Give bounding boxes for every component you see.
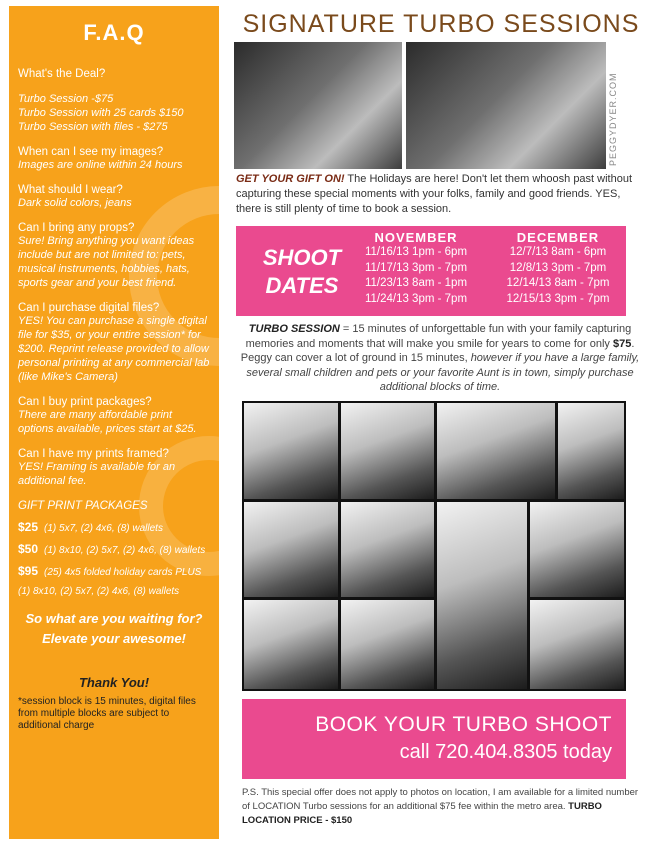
month-name: DECEMBER bbox=[516, 230, 600, 245]
turbo-session-description bbox=[240, 322, 640, 395]
booking-phone[interactable]: call 720.404.8305 today bbox=[399, 741, 612, 763]
thank-you: Thank You! bbox=[78, 675, 150, 690]
faq-answer: Images are online within 24 hours bbox=[18, 159, 183, 171]
package-extra: (1) 8x10, (2) 5x7, (2) 4x6, (8) wallets bbox=[18, 586, 180, 597]
booking-banner bbox=[242, 699, 626, 779]
collage-photo bbox=[558, 403, 624, 499]
turbo-text: = 15 minutes of unforgettable fun with your family capturing memories and moments that will make you smile for years to come for only bbox=[245, 323, 632, 350]
turbo-label: TURBO SESSION bbox=[248, 323, 340, 335]
faq-title: F.A.Q bbox=[83, 20, 145, 45]
photo-collage bbox=[242, 401, 626, 691]
package-item bbox=[18, 520, 210, 534]
faq-answer: Turbo Session with 25 cards $150 bbox=[18, 107, 184, 119]
collage-photo bbox=[530, 502, 624, 597]
shoot-date: 12/8/13 3pm - 7pm bbox=[509, 261, 607, 274]
faq-question: Can I buy print packages? bbox=[18, 396, 152, 408]
footnote: *session block is 15 minutes, digital files from multiple blocks are subject to additional charge bbox=[18, 696, 196, 731]
package-price: $50 bbox=[18, 542, 39, 556]
turbo-text: however if you have a large family, several small children and pets or your favorite Aunt is in town, simply purchase additional blocks of time. bbox=[246, 352, 640, 393]
month-november bbox=[356, 230, 476, 307]
package-price: $95 bbox=[18, 564, 39, 578]
shoot-date: 11/16/13 1pm - 6pm bbox=[364, 246, 468, 258]
intro-text bbox=[236, 172, 648, 217]
shoot-date: 11/17/13 3pm - 7pm bbox=[364, 261, 468, 274]
intro-bold: GET YOUR GIFT ON! bbox=[236, 173, 345, 185]
shoot-dates-title-line: DATES bbox=[265, 273, 339, 298]
hero-photo-family bbox=[406, 42, 606, 169]
package-desc: (1) 5x7, (2) 4x6, (8) wallets bbox=[44, 523, 163, 534]
ps-text: P.S. This special offer does not apply to photos on location, I am available for a limited number of LOCATION Turbo sessions for an additional $75 fee within the metro area. bbox=[242, 787, 639, 812]
shoot-date: 11/23/13 8am - 1pm bbox=[364, 277, 468, 289]
faq-question: Can I purchase digital files? bbox=[18, 302, 160, 314]
cta-tagline: Elevate your awesome! bbox=[42, 631, 186, 646]
faq-question: What's the Deal? bbox=[18, 68, 106, 80]
booking-title: BOOK YOUR TURBO SHOOT bbox=[315, 713, 612, 736]
collage-photo bbox=[530, 600, 624, 689]
collage-photo bbox=[341, 502, 434, 597]
faq-question: When can I see my images? bbox=[18, 146, 164, 158]
turbo-text: . Peggy can cover a lot of ground in 15 minutes, bbox=[240, 337, 635, 364]
shoot-dates-title-line: SHOOT bbox=[262, 245, 342, 270]
gift-packages-title: GIFT PRINT PACKAGES bbox=[18, 500, 148, 512]
faq-answer: Turbo Session -$75 bbox=[18, 93, 114, 105]
faq-question: What should I wear? bbox=[18, 184, 123, 196]
shoot-date: 12/14/13 8am - 7pm bbox=[506, 277, 610, 289]
collage-photo bbox=[244, 403, 338, 499]
month-december bbox=[498, 230, 618, 307]
faq-answer: Sure! Bring anything you want ideas include but are not limited to: pets, musical instruments, hobbies, hats, sports gear and your best friend. bbox=[18, 235, 195, 289]
cta-question: So what are you waiting for? bbox=[25, 611, 203, 626]
package-item bbox=[18, 542, 210, 556]
watermark: PEGGYDYER.COM bbox=[608, 72, 618, 166]
ps-note bbox=[242, 786, 642, 828]
package-desc: (25) 4x5 folded holiday cards PLUS bbox=[44, 567, 202, 578]
faq-answer: Turbo Session with files - $275 bbox=[18, 121, 168, 133]
shoot-date: 11/24/13 3pm - 7pm bbox=[364, 292, 468, 305]
faq-answer: YES! You can purchase a single digital file for $35, or your entire session* for $200. Reprint release provided to allow personal printing at any commercial lab (like Mike's Camera) bbox=[18, 315, 210, 383]
faq-answer: Dark solid colors, jeans bbox=[18, 197, 132, 209]
turbo-price: $75 bbox=[613, 337, 632, 350]
collage-photo bbox=[437, 502, 527, 689]
faq-sidebar bbox=[9, 6, 219, 839]
faq-answer: There are many affordable print options available, prices start at $25. bbox=[18, 409, 197, 435]
collage-photo bbox=[244, 600, 338, 689]
package-desc: (1) 8x10, (2) 5x7, (2) 4x6, (8) wallets bbox=[44, 545, 206, 556]
package-price: $25 bbox=[18, 520, 39, 534]
collage-photo bbox=[341, 403, 434, 499]
hero-photo-couple bbox=[234, 42, 402, 169]
collage-photo bbox=[341, 600, 434, 689]
shoot-date: 12/7/13 8am - 6pm bbox=[509, 246, 607, 258]
shoot-dates-title bbox=[250, 244, 354, 300]
location-price: TURBO LOCATION PRICE - $150 bbox=[242, 801, 602, 826]
month-name: NOVEMBER bbox=[374, 230, 458, 245]
collage-photo bbox=[244, 502, 338, 597]
faq-question: Can I bring any props? bbox=[18, 222, 135, 234]
faq-question: Can I have my prints framed? bbox=[18, 448, 169, 460]
collage-photo bbox=[437, 403, 555, 499]
package-item bbox=[18, 564, 210, 578]
shoot-dates-box bbox=[236, 226, 626, 316]
faq-answer: YES! Framing is available for an additional fee. bbox=[18, 461, 176, 487]
intro-body: The Holidays are here! Don't let them whoosh past without capturing these special moments with your folks, family and good friends. YES, there is still plenty of time to book a session. bbox=[236, 173, 633, 215]
shoot-date: 12/15/13 3pm - 7pm bbox=[506, 292, 610, 305]
page-headline: SIGNATURE TURBO SESSIONS bbox=[242, 10, 640, 38]
